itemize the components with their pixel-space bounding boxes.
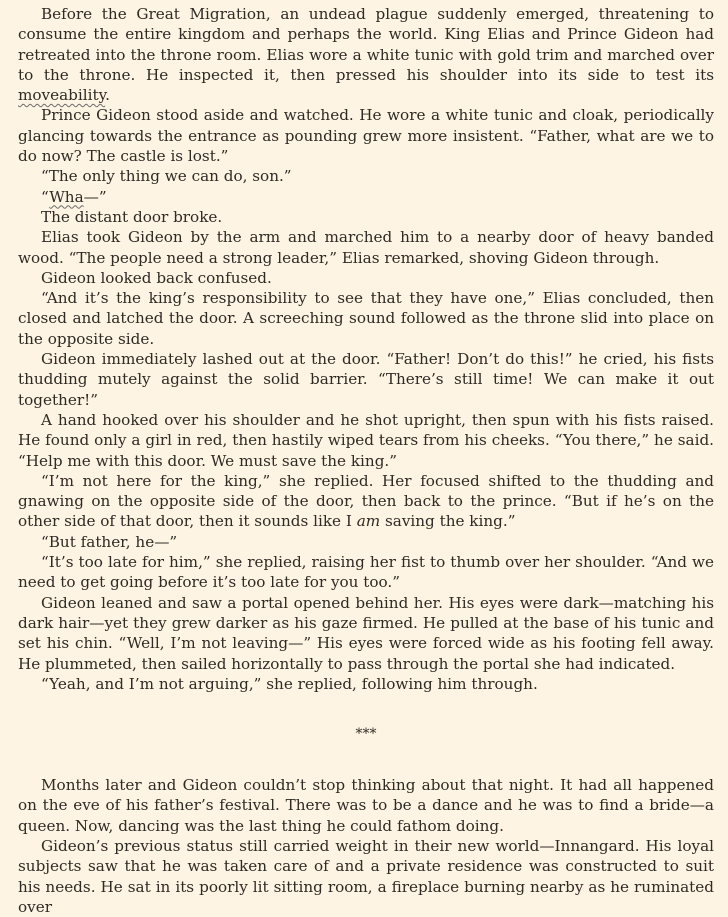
paragraph — [18, 268, 714, 288]
text-run: . — [105, 86, 110, 105]
paragraph — [18, 349, 714, 410]
text-run: Gideon looked back confused. — [41, 268, 272, 287]
text-run: Months later and Gideon couldn’t stop thinking about that night. It had all happened on the eve of his father’s festival. There was to be a dance and he was to find a bride—a queen. Now, dancing was the last thing he could fathom doing. — [18, 776, 714, 835]
text-run: Elias took Gideon by the arm and marched him to a nearby door of heavy banded wood. “The people need a strong leader,” Elias remarked, shoving Gideon through. — [18, 228, 714, 267]
paragraph — [18, 166, 714, 186]
scene-break: *** — [355, 726, 377, 743]
paragraph — [18, 288, 714, 349]
text-run: Prince Gideon stood aside and watched. He wore a white tunic and cloak, periodically glancing towards the entrance as pounding grew more insistent. “Father, what are we to do now? The castle is lost.” — [18, 106, 714, 166]
paragraph — [18, 552, 714, 593]
text-run: saving the king.” — [380, 512, 516, 531]
paragraph — [18, 836, 714, 917]
text-run: Gideon immediately lashed out at the door. “Father! Don’t do this!” he cried, his fists thudding mutely against the solid barrier. “There’s still time! We can make it out together!” — [18, 350, 714, 409]
paragraph — [18, 187, 714, 207]
text-run: “I’m not here for the king,” she replied. Her focused shifted to the thudding and gnawing on the opposite side of the door, then back to the prince. “But if he’s on the other side of that door, then it sounds like I — [18, 471, 714, 531]
paragraph — [18, 4, 714, 105]
emphasis-text: am — [356, 512, 381, 531]
text-run: “ — [41, 187, 50, 206]
paragraph — [18, 227, 714, 268]
text-run: “But father, he—” — [41, 532, 178, 551]
text-run: Gideon’s previous status still carried weight in their new world—Innangard. His loyal subjects saw that he was taken care of and a private residence was constructed to suit his needs. He sat in its poorly lit sitting room, a fireplace burning nearby as he ruminated over — [18, 836, 714, 916]
paragraph — [18, 532, 714, 552]
paragraph — [18, 471, 714, 532]
text-run: “And it’s the king’s responsibility to see that they have one,” Elias concluded, then closed and latched the door. A screeching sound followed as the throne slid into place on the opposite side. — [18, 289, 714, 348]
paragraph — [18, 775, 714, 836]
text-run: “It’s too late for him,” she replied, raising her fist to thumb over her shoulder. “And we need to get going before it’s too late for you too.” — [18, 553, 714, 592]
text-run: Gideon leaned and saw a portal opened behind her. His eyes were dark—matching his dark hair—yet they grew darker as his gaze firmed. He pulled at the base of his tunic and set his chin. “Well, I’m not leaving—” His eyes were forced wide as his footing fell away. He plummeted, then sailed horizontally to pass through the portal she had indicated. — [18, 593, 714, 673]
text-run: “Yeah, and I’m not arguing,” she replied, following him through. — [41, 674, 538, 693]
text-run: The distant door broke. — [41, 207, 223, 226]
paragraph — [18, 207, 714, 227]
spellcheck-flagged-word: moveability — [18, 86, 106, 105]
text-run: —” — [83, 187, 107, 206]
spellcheck-flagged-word: Wha — [49, 187, 84, 206]
paragraph — [18, 674, 714, 694]
text-run: A hand hooked over his shoulder and he shot upright, then spun with his fists raised. He found only a girl in red, then hastily wiped tears from his cheeks. “You there,” he said. “Help me with this door. We must save the king.” — [18, 410, 714, 470]
paragraph — [18, 593, 714, 674]
paragraph — [18, 105, 714, 166]
text-run: “The only thing we can do, son.” — [41, 167, 292, 186]
paragraph — [18, 410, 714, 471]
text-run: Before the Great Migration, an undead plague suddenly emerged, threatening to consume the entire kingdom and perhaps the world. King Elias and Prince Gideon had retreated into the throne room. Elias wore a white tunic with gold trim and marched over to the throne. He inspected it, then pressed his shoulder into its side to test its — [18, 5, 714, 84]
